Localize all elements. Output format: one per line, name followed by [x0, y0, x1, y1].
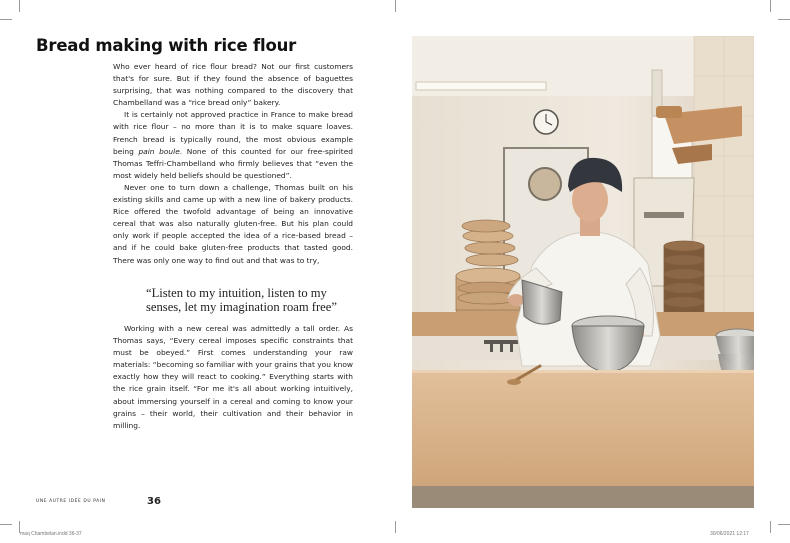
crop-mark-left-bottom	[0, 524, 12, 525]
counter-front	[412, 486, 754, 508]
page-title: Bread making with rice flour	[36, 36, 297, 55]
wall-clock-icon	[534, 110, 558, 134]
paragraph-2	[113, 109, 353, 182]
pull-quote-line-1: “Listen to my intuition, listen to my	[146, 286, 327, 300]
proofing-baskets-right	[664, 241, 704, 312]
crop-mark-top-right	[770, 0, 771, 12]
paragraph-1: Who ever heard of rice flour bread? Not our first customers that's for sure. But if they found the absence of baguettes surprising, that was nothing compared to the discovery that Chambelland was a “rice bread only” bakery.	[113, 62, 353, 108]
crop-mark-bottom-right	[770, 521, 771, 533]
work-counter	[412, 370, 754, 486]
crop-mark-top-left	[19, 0, 20, 12]
paragraph-4: Working with a new cereal was admittedly a tall order. As Thomas says, “Every cereal imposes specific constraints that must be obeyed.” First comes understanding your raw materials: “becoming so familiar with your grains that you know exactly how they will react to cooking.” Everything starts with the rice grain itself. “For me it's all about working intuitively, about immersing yourself in a cereal and coming to know your grains – their world, their cultivation and their behavior in milling.	[113, 324, 353, 430]
slug-right: 30/06/2021 12:17	[710, 531, 749, 537]
article-body	[113, 61, 353, 267]
counter-edge-highlight	[412, 370, 754, 373]
paragraph-3: Never one to turn down a challenge, Thomas built on his existing skills and came up with a new line of bakery products. Rice offered the twofold advantage of being an innovative cereal that was also naturally gluten-free. But his plan could only work if people accepted the idea of a rice-based bread – and if he could bake gluten-free products that tasted good. There was only one way to find out and that was to try,	[113, 182, 353, 265]
crop-mark-left-top	[0, 19, 12, 20]
page-number: 36	[147, 496, 161, 507]
paragraph-2-head: It is certainly not approved practice in France to make bread with rice flour – no more than it is to make square loaves. French bread is typically round, the most obvious example being	[113, 110, 353, 156]
pull-quote-line-2: senses, let my imagination roam free”	[146, 299, 337, 314]
ceiling-light	[416, 82, 546, 90]
pain-boule-term: pain boule	[138, 146, 180, 156]
pull-quote	[146, 287, 356, 315]
crop-mark-top-center	[395, 0, 396, 12]
crop-mark-bottom-center	[395, 521, 396, 533]
photo-illustration	[412, 36, 754, 508]
crop-mark-right-bottom	[778, 524, 790, 525]
paragraph-2-tail: . None of this counted for our free-spirited Thomas Teffri-Chambelland who firmly believes that “even the most widely held beliefs should be questioned”.	[113, 146, 353, 180]
crop-mark-right-top	[778, 19, 790, 20]
photo-baker-kitchen	[412, 36, 754, 508]
article-body-continued	[113, 323, 353, 432]
running-footer: UNE AUTRE IDÉE DU PAIN	[36, 499, 106, 504]
slug-left: maq Chambelan.indd 36-37	[20, 531, 82, 537]
